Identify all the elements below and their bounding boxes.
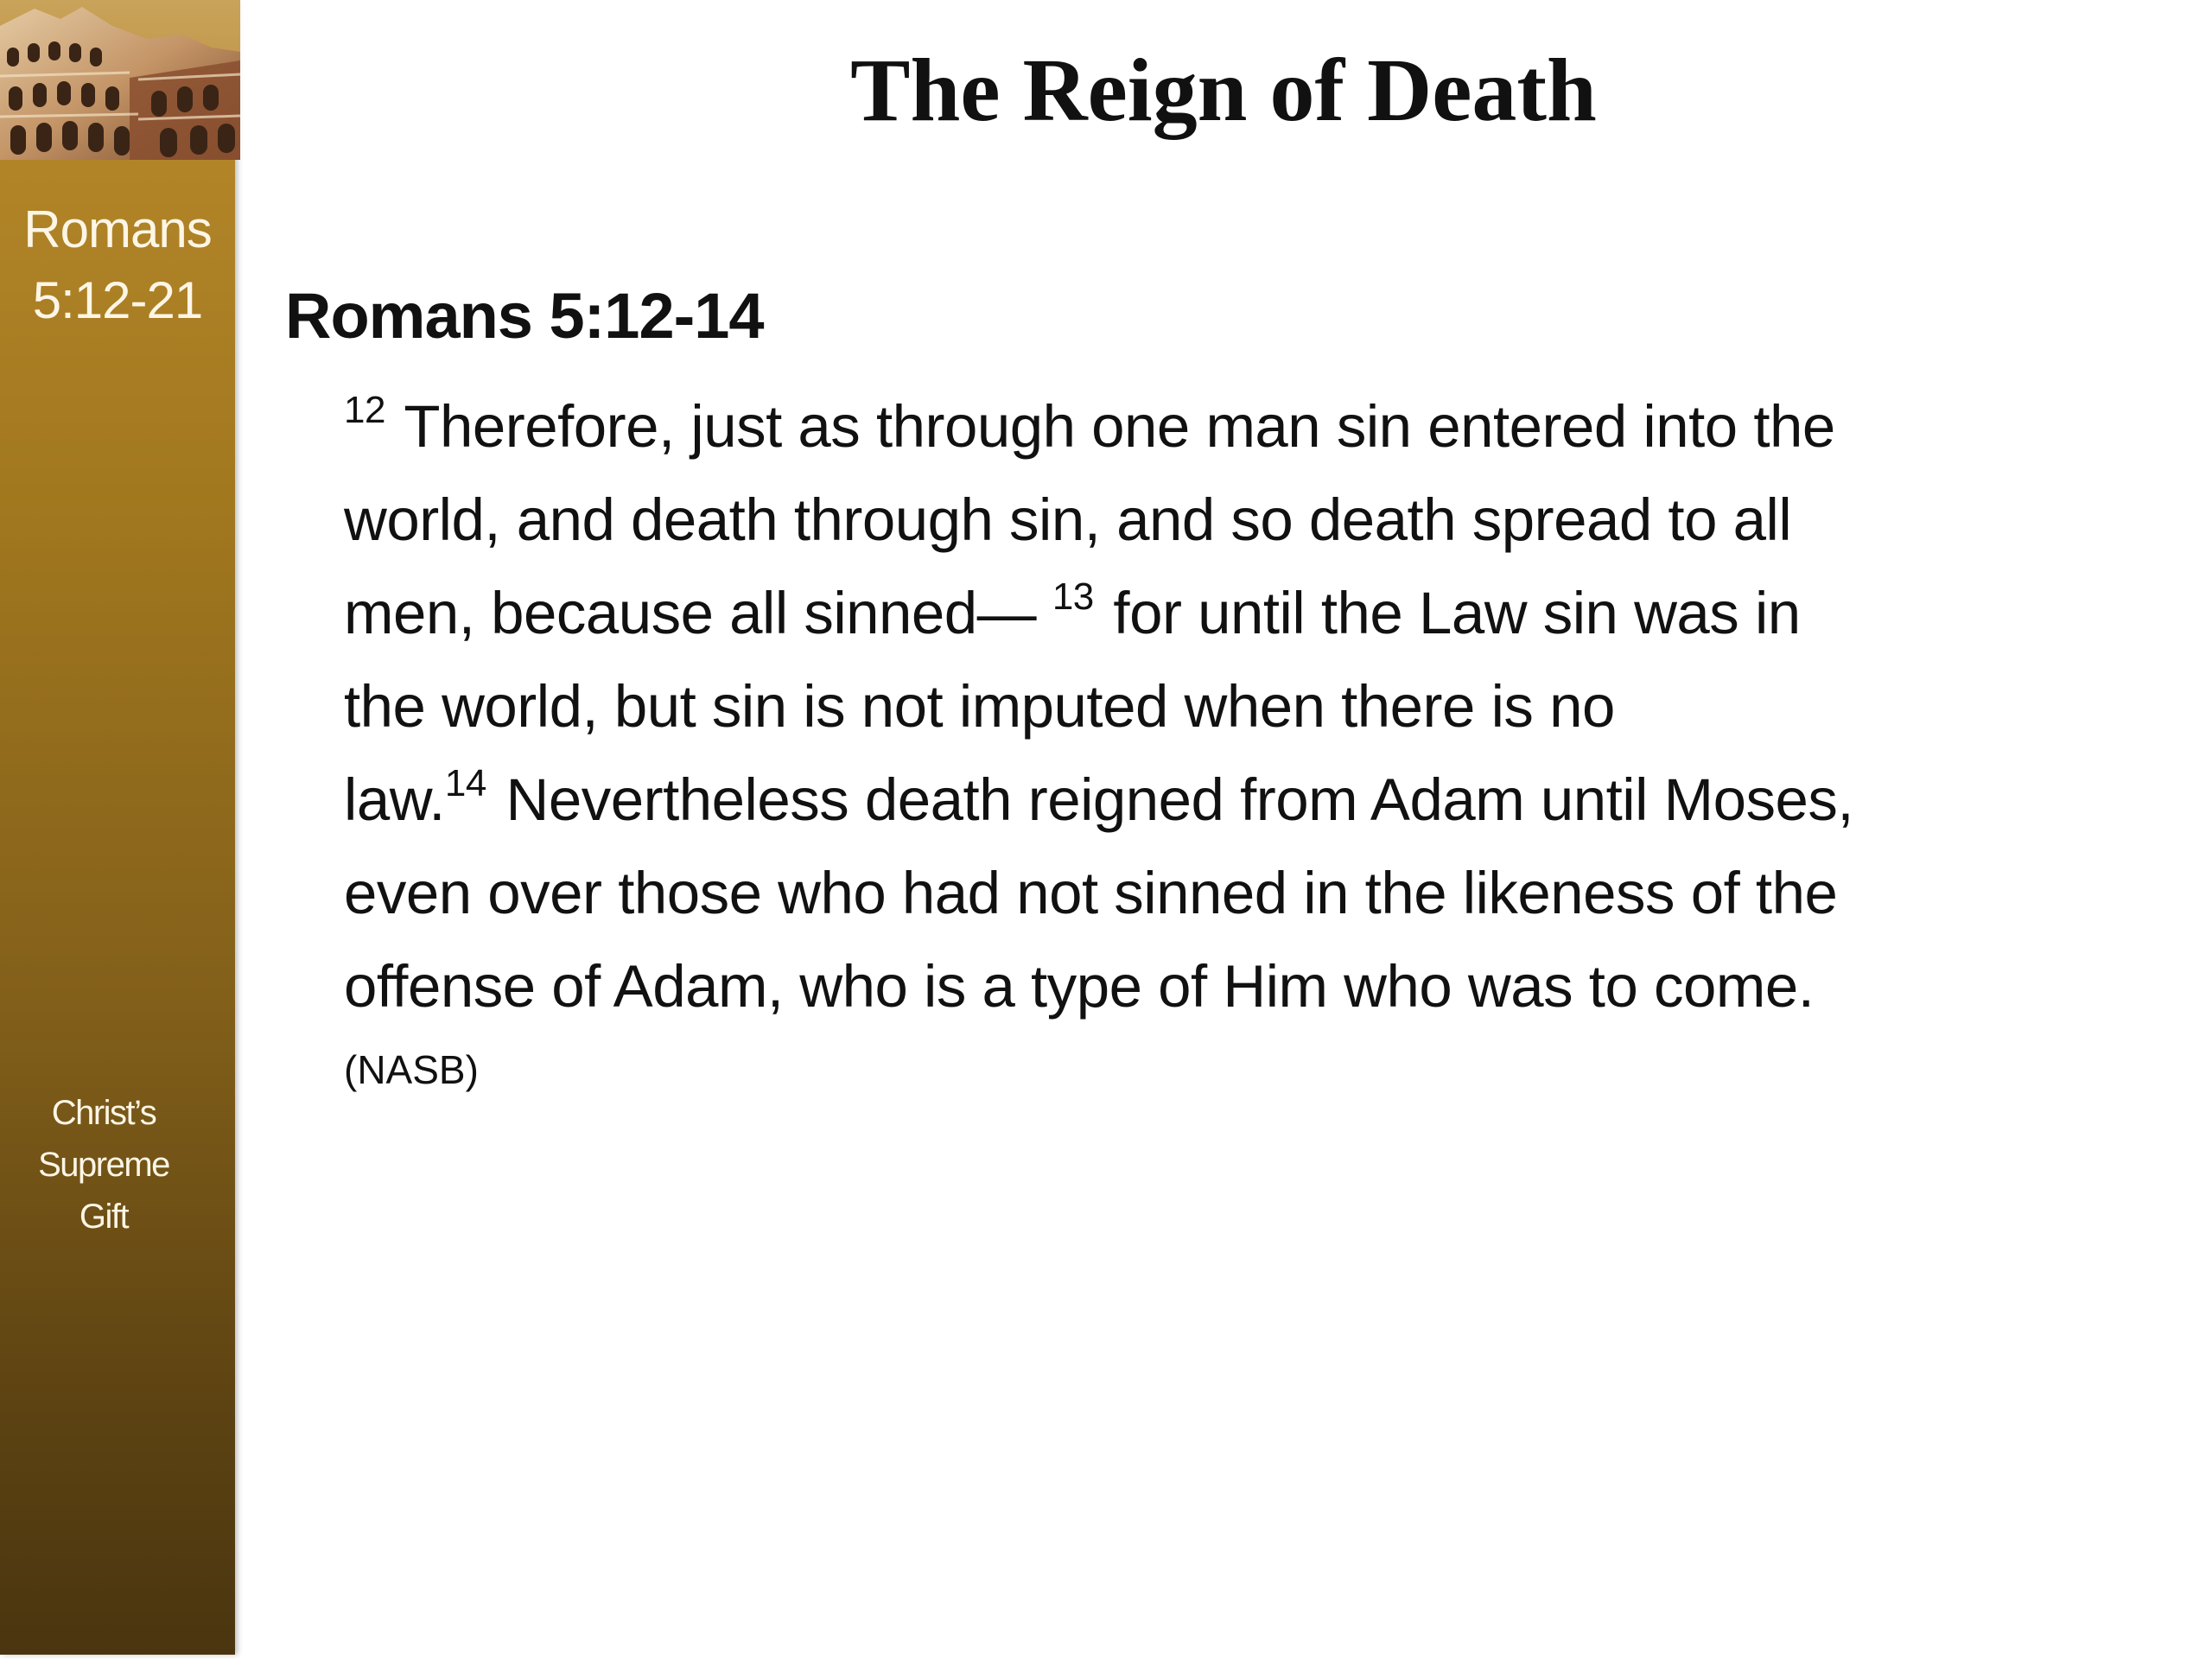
sidebar-series-title: Romans <box>23 200 212 258</box>
verse-number: 12 <box>344 389 385 431</box>
sidebar-subtitle-line: Christ’s <box>51 1094 156 1132</box>
slide-title: The Reign of Death <box>850 41 1597 140</box>
sidebar-series-reference: 5:12-21 <box>32 271 203 329</box>
passage-line: offense of Adam, who is a type of Him who was to come. <box>344 953 1815 1020</box>
passage-text: for until the Law sin was in <box>1096 580 1801 646</box>
passage-line <box>344 753 2202 847</box>
passage-line: the world, but sin is not imputed when there is no <box>344 673 1615 740</box>
bible-version: (NASB) <box>344 1047 479 1092</box>
sidebar-subtitle-line: Gift <box>79 1198 129 1236</box>
passage-line <box>344 380 2202 474</box>
passage-text: Nevertheless death reigned from Adam until Moses, <box>489 766 1853 833</box>
passage-text: law. <box>344 766 445 833</box>
coliseum-image <box>0 0 240 160</box>
verse-number: 13 <box>1052 575 1094 618</box>
verse-number: 14 <box>444 762 486 804</box>
passage-line <box>344 567 2202 660</box>
scripture-reference: Romans 5:12-14 <box>285 280 764 352</box>
sidebar <box>0 0 235 1655</box>
sidebar-subtitle-line: Supreme <box>38 1146 169 1184</box>
passage-text: Therefore, just as through one man sin entered into the <box>404 393 1835 460</box>
scripture-passage <box>344 380 2202 1033</box>
passage-text: men, because all sinned— <box>344 580 1052 646</box>
passage-line: world, and death through sin, and so death spread to all <box>344 486 1792 553</box>
passage-line: even over those who had not sinned in the likeness of the <box>344 860 1838 926</box>
